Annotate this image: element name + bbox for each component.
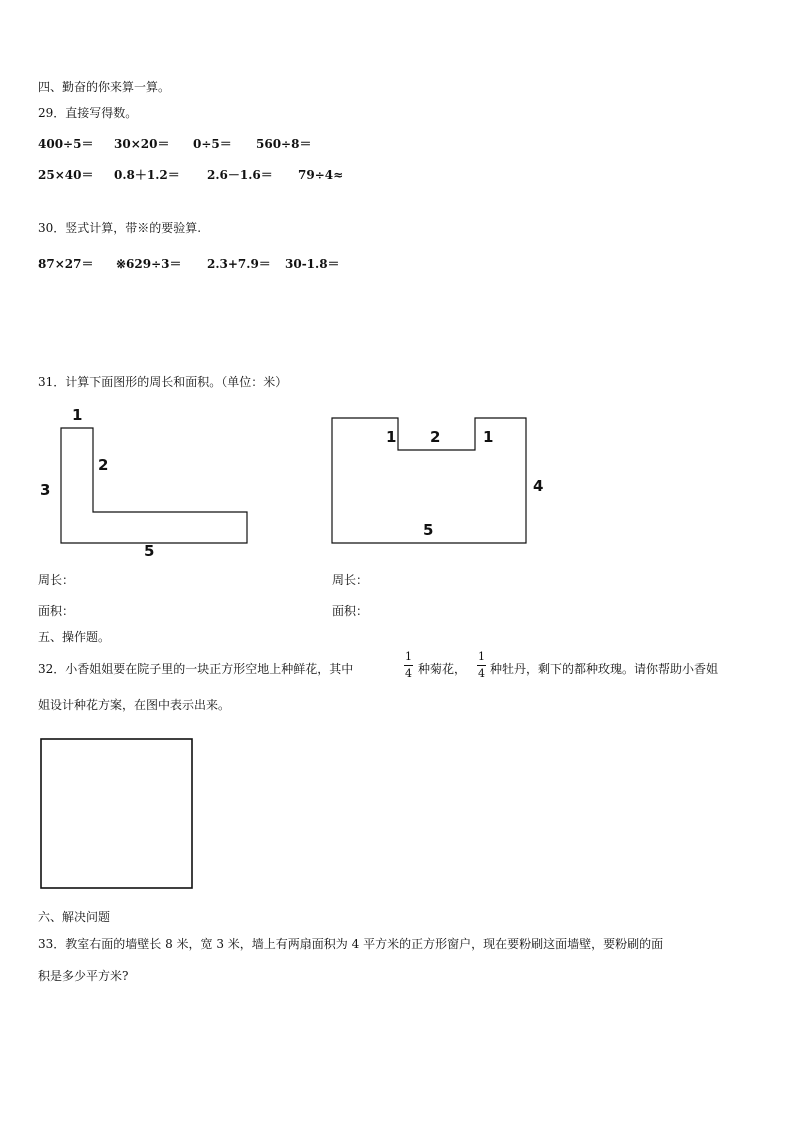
q32-text-middle: 种菊花， xyxy=(418,662,467,676)
q33-text-line1: 33．教室右面的墙壁长 8 米，宽 3 米，墙上有两扇面积为 4 平方米的正方形窗户，现在要粉刷这面墙壁，要粉刷的面 xyxy=(38,937,664,951)
figure2-label-bottom: 5 xyxy=(423,521,434,539)
figure1-label-top: 1 xyxy=(72,406,83,424)
figure1-area-label: 面积： xyxy=(38,604,75,618)
q32-fraction-peony xyxy=(477,651,486,680)
figure2-area-label: 面积： xyxy=(332,604,369,618)
q32-text-prefix: 32．小香姐姐要在院子里的一块正方形空地上种鲜花，其中 xyxy=(38,662,354,676)
q29-item: 25×40＝ xyxy=(38,168,94,182)
figure2-label-left-top: 1 xyxy=(386,428,397,446)
q29-item: 560÷8＝ xyxy=(256,137,312,151)
q32-fraction-chrysanthemum xyxy=(404,651,413,680)
fraction-denominator: 4 xyxy=(478,667,485,680)
fraction-numerator: 1 xyxy=(405,650,412,663)
q31-title: 31．计算下面图形的周长和面积。（单位：米） xyxy=(38,375,288,389)
fraction-bar xyxy=(477,665,486,666)
q32-square-drawing-area xyxy=(41,739,192,888)
figure2-label-right: 4 xyxy=(533,477,544,495)
fraction-bar xyxy=(404,665,413,666)
q32-text-suffix: 种牡丹，剩下的都种玫瑰。请你帮助小香姐 xyxy=(490,662,719,676)
q29-item: 0.8＋1.2＝ xyxy=(114,168,180,182)
q29-item: 0÷5＝ xyxy=(193,137,232,151)
section-6-heading: 六、解决问题 xyxy=(38,910,111,924)
fraction-denominator: 4 xyxy=(405,667,412,680)
q32-text-line2: 姐设计种花方案，在图中表示出来。 xyxy=(38,698,231,712)
q30-item: 2.3+7.9＝ xyxy=(207,257,271,271)
q30-item: 87×27＝ xyxy=(38,257,94,271)
figure2-label-notch: 2 xyxy=(430,428,441,446)
figure2-perimeter-label: 周长： xyxy=(332,573,369,587)
section-5-heading: 五、操作题。 xyxy=(38,630,111,644)
q30-item: ※629÷3＝ xyxy=(116,257,182,271)
figure1-label-left: 3 xyxy=(40,481,51,499)
q29-item: 30×20＝ xyxy=(114,137,170,151)
l-shape-figure xyxy=(61,428,247,543)
figure1-label-bottom: 5 xyxy=(144,542,155,560)
fraction-numerator: 1 xyxy=(478,650,485,663)
figure1-label-inner: 2 xyxy=(98,456,109,474)
q30-title: 30．竖式计算，带※的要验算. xyxy=(38,221,202,235)
q29-title: 29．直接写得数。 xyxy=(38,106,138,120)
section-4-heading: 四、勤奋的你来算一算。 xyxy=(38,80,171,94)
figure2-label-right-top: 1 xyxy=(483,428,494,446)
q30-item: 30-1.8＝ xyxy=(285,257,340,271)
figure1-perimeter-label: 周长： xyxy=(38,573,75,587)
q29-item: 400÷5＝ xyxy=(38,137,94,151)
q29-item: 2.6－1.6＝ xyxy=(207,168,273,182)
q29-item: 79÷4≈ xyxy=(298,168,344,182)
q33-text-line2: 积是多少平方米? xyxy=(38,969,129,983)
